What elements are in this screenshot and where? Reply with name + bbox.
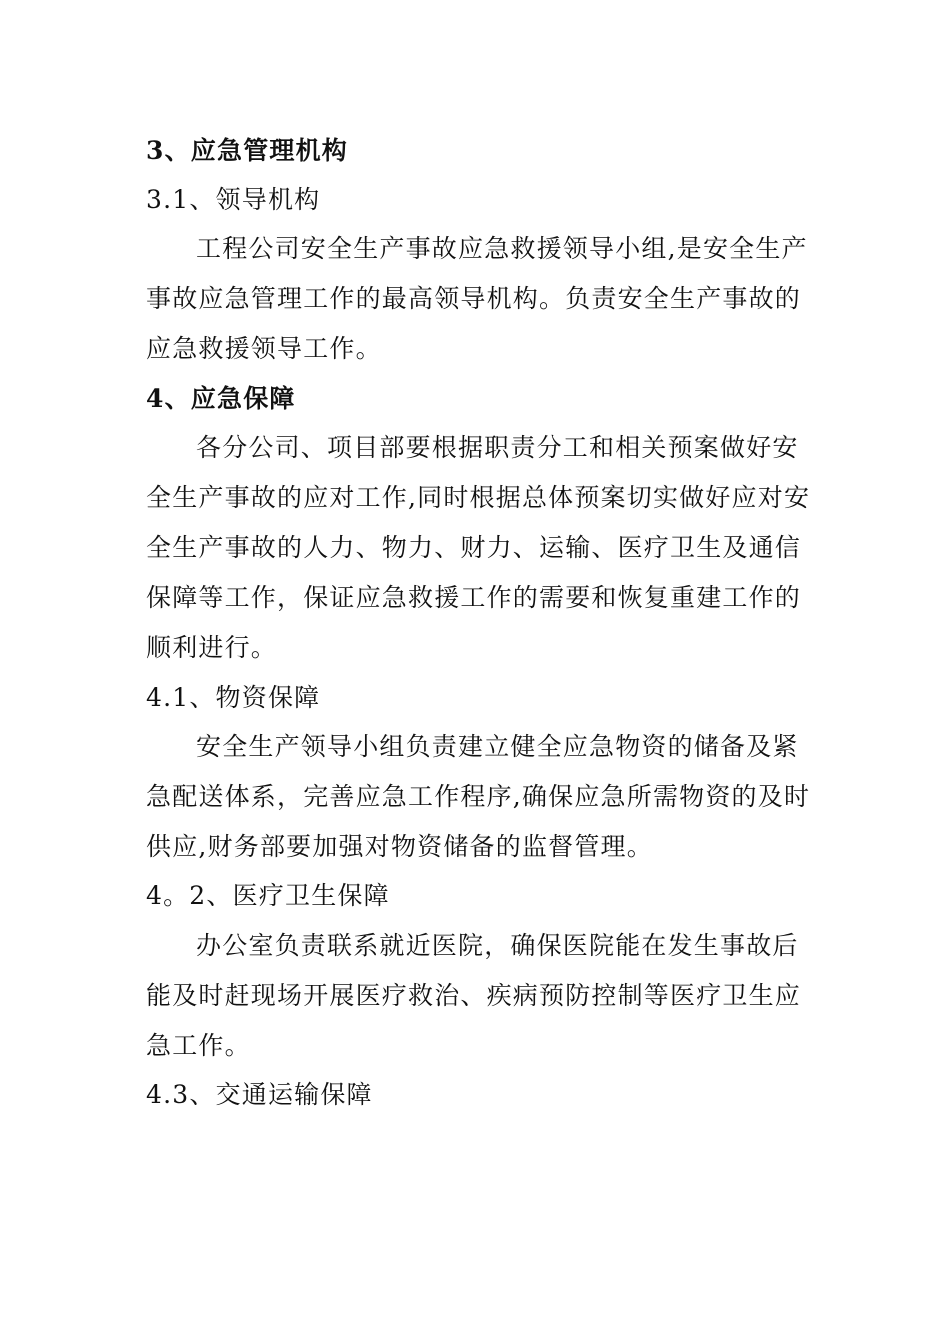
paragraph-line: 办公室负责联系就近医院，确保医院能在发生事故后: [196, 931, 799, 960]
section-4-2-heading: 4。2、医疗卫生保障: [146, 881, 390, 910]
section-3-heading: 3、应急管理机构: [146, 136, 348, 165]
paragraph-line: 应急救援领导工作。: [146, 334, 382, 363]
paragraph-line: 工程公司安全生产事故应急救援领导小组,是安全生产: [196, 234, 808, 263]
section-4-1-heading: 4.1、物资保障: [146, 683, 321, 712]
paragraph-line: 顺利进行。: [146, 633, 278, 662]
paragraph-line: 全生产事故的人力、物力、财力、运输、医疗卫生及通信: [146, 533, 802, 562]
paragraph-line: 全生产事故的应对工作,同时根据总体预案切实做好应对安: [146, 483, 811, 512]
paragraph-line: 安全生产领导小组负责建立健全应急物资的储备及紧: [196, 732, 799, 761]
section-4-3-heading: 4.3、交通运输保障: [146, 1080, 373, 1109]
paragraph-line: 各分公司、项目部要根据职责分工和相关预案做好安: [196, 433, 799, 462]
section-4-heading: 4、应急保障: [146, 384, 296, 413]
paragraph-line: 供应,财务部要加强对物资储备的监督管理。: [146, 832, 653, 861]
paragraph-line: 事故应急管理工作的最高领导机构。负责安全生产事故的: [146, 284, 802, 313]
paragraph-line: 能及时赶现场开展医疗救治、疾病预防控制等医疗卫生应: [146, 981, 802, 1010]
section-3-1-heading: 3.1、领导机构: [146, 185, 321, 214]
paragraph-line: 急配送体系，完善应急工作程序,确保应急所需物资的及时: [146, 782, 811, 811]
paragraph-line: 急工作。: [146, 1031, 251, 1060]
paragraph-line: 保障等工作，保证应急救援工作的需要和恢复重建工作的: [146, 583, 802, 612]
